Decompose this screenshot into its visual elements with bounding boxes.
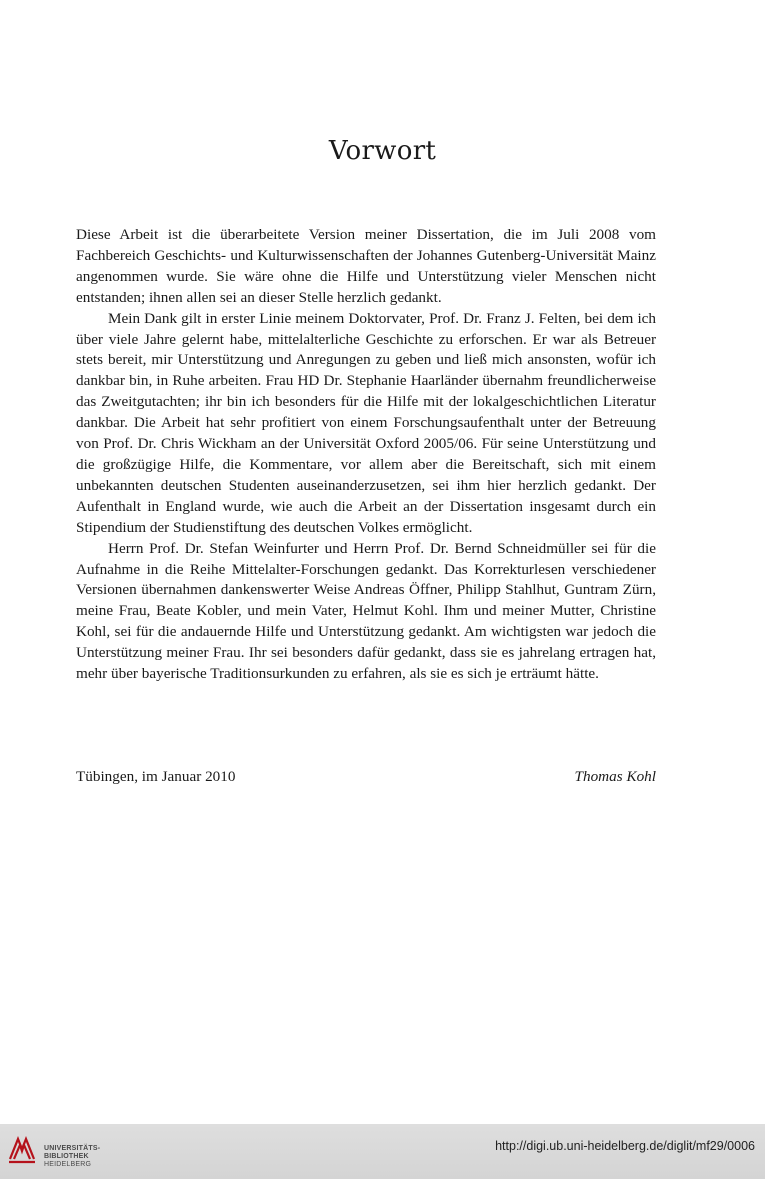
library-logo-text bbox=[44, 1145, 100, 1169]
page-title: Vorwort bbox=[328, 136, 437, 166]
footer-bar bbox=[0, 1124, 765, 1179]
logo-line-2: BIBLIOTHEK bbox=[44, 1153, 89, 1160]
place-date: Tübingen, im Januar 2010 bbox=[76, 768, 236, 785]
logo-line-1: UNIVERSITÄTS- bbox=[44, 1145, 101, 1152]
body-text bbox=[76, 225, 656, 685]
paragraph-2: Mein Dank gilt in erster Linie meinem Doktorvater, Prof. Dr. Franz J. Felten, bei dem ich über viele Jahre gelernt habe, mittelalterliche Geschichte zu erforschen. Er war als Betreuer stets bereit, mir Unterstützung und Anregungen zu geben und ließ mich ansonsten, wofür ich dankbar bin, in Ruhe arbeiten. Frau HD Dr. Stephanie Haarländer übernahm freundlicherweise das Zweitgutachten; ihr bin ich besonders für die Hilfe mit der lokalgeschichtlichen Literatur dankbar. Die Arbeit hat sehr profitiert von einem Forschungsaufenthalt unter der Betreuung von Prof. Dr. Chris Wickham an der Universität Oxford 2005/06. Für seine Unterstützung und die großzügige Hilfe, die Kommentare, vor allem aber die Bereitschaft, sich mit einem unbekannten deutschen Studenten auseinanderzusetzen, sei ihm hier herzlich gedankt. Der Aufenthalt in England wurde, wie auch die Arbeit an der Dissertation insgesamt durch ein Stipendium der Studienstiftung des deutschen Volkes ermöglicht. bbox=[76, 309, 656, 536]
paragraph-1: Diese Arbeit ist die überarbeitete Version meiner Dissertation, die im Juli 2008 vom Fachbereich Geschichts- und Kulturwissenschaften der Johannes Gutenberg-Universität Mainz angenommen wurde. Sie wäre ohne die Hilfe und Unterstützung vieler Menschen nicht entstanden; ihnen allen sei an dieser Stelle herzlich gedankt. bbox=[76, 226, 656, 306]
logo-line-3: HEIDELBERG bbox=[44, 1161, 92, 1168]
permalink-url[interactable]: http://digi.ub.uni-heidelberg.de/diglit/mf29/0006 bbox=[495, 1139, 755, 1153]
paragraph-3: Herrn Prof. Dr. Stefan Weinfurter und Herrn Prof. Dr. Bernd Schneidmüller sei für die Aufnahme in die Reihe Mittelalter-Forschungen gedankt. Das Korrekturlesen verschiedener Versionen übernahmen dankenswerter Weise Andreas Öffner, Philipp Stahlhut, Guntram Zürn, meine Frau, Beate Kobler, und mein Vater, Helmut Kohl. Ihm und meiner Mutter, Christine Kohl, sei für die andauernde Hilfe und Unterstützung gedankt. Am wichtigsten war jedoch die Unterstützung meiner Frau. Ihr sei besonders dafür gedankt, dass sie es jahrelang ertragen hat, mehr über bayerische Traditionsurkunden zu erfahren, als sie es sich je erträumt hätte. bbox=[76, 539, 656, 683]
library-logo-icon bbox=[8, 1135, 36, 1165]
library-logo[interactable] bbox=[8, 1134, 138, 1170]
author-name: Thomas Kohl bbox=[574, 768, 656, 785]
